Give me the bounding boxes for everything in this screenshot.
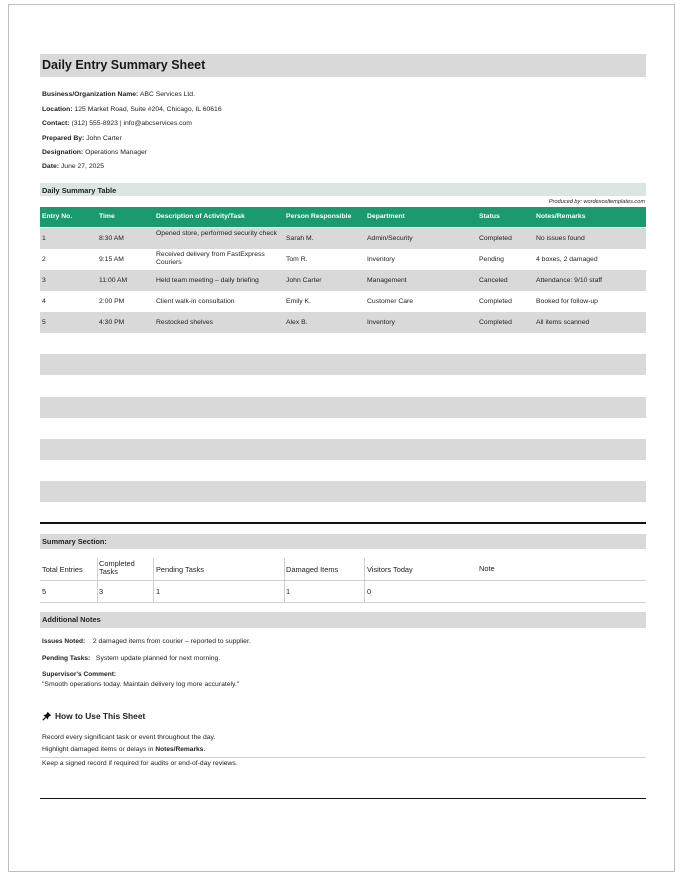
summary-header-pending: Pending Tasks	[156, 565, 204, 574]
entry-status: Completed	[479, 319, 512, 326]
entry-person: Alex B.	[286, 319, 308, 326]
summary-bottom-divider	[40, 602, 646, 603]
table-row	[40, 270, 646, 291]
pushpin-icon	[42, 711, 52, 721]
summary-header-completed: Completed Tasks	[99, 559, 135, 576]
empty-row	[40, 354, 646, 375]
summary-total-value: 5	[42, 587, 47, 596]
how-to-line: Highlight damaged items or delays in Notes/Remarks.	[42, 746, 206, 753]
entry-time: 11:00 AM	[99, 277, 128, 284]
how-to-line: Keep a signed record if required for audits or end-of-day reviews.	[42, 760, 238, 767]
entry-status: Pending	[479, 256, 504, 263]
pending-tasks-line: Pending Tasks: System update planned for next morning.	[42, 655, 221, 662]
additional-notes-title: Additional Notes	[40, 612, 646, 628]
how-to-line: Record every significant task or event throughout the day.	[42, 734, 216, 741]
entry-time: 9:15 AM	[99, 256, 124, 263]
empty-row	[40, 481, 646, 502]
summary-row-divider	[40, 580, 646, 581]
location-line: Location: 125 Market Road, Suite #204, Chicago, IL 60616	[42, 106, 222, 113]
entry-notes: Booked for follow-up	[536, 298, 598, 305]
table-row	[40, 291, 646, 312]
entry-department: Admin/Security	[367, 235, 413, 242]
table-header	[40, 207, 646, 227]
summary-pending-value: 1	[156, 587, 161, 596]
summary-col-sep	[153, 558, 154, 602]
header-department: Department	[367, 213, 405, 220]
entry-description: Received delivery from FastExpress Couriers	[156, 251, 265, 266]
daily-summary-table-title: Daily Summary Table	[40, 183, 646, 196]
entry-no: 4	[42, 298, 46, 305]
date-line: Date: June 27, 2025	[42, 163, 104, 170]
entry-department: Inventory	[367, 256, 395, 263]
table-row	[40, 228, 646, 249]
entry-department: Management	[367, 277, 407, 284]
entry-status: Completed	[479, 235, 512, 242]
summary-col-sep	[284, 558, 285, 602]
page-title: Daily Entry Summary Sheet	[40, 54, 646, 77]
summary-damaged-value: 1	[286, 587, 291, 596]
supervisor-comment: "Smooth operations today. Maintain delivery log more accurately."	[42, 681, 240, 688]
header-person: Person Responsible	[286, 213, 352, 220]
summary-header-visitors: Visitors Today	[367, 565, 413, 574]
entry-time: 2:00 PM	[99, 298, 125, 305]
empty-row	[40, 397, 646, 418]
section-divider	[40, 522, 646, 524]
entry-no: 3	[42, 277, 46, 284]
business-line: Business/Organization Name: ABC Services Ltd.	[42, 91, 195, 98]
header-status: Status	[479, 213, 500, 220]
entry-description: Restocked shelves	[156, 319, 214, 326]
table-row	[40, 312, 646, 333]
entry-notes: No issues found	[536, 235, 585, 242]
entry-person: Sarah M.	[286, 235, 314, 242]
prepared-by-line: Prepared By: John Carter	[42, 135, 122, 142]
entry-no: 5	[42, 319, 46, 326]
entry-notes: 4 boxes, 2 damaged	[536, 256, 598, 263]
designation-line: Designation: Operations Manager	[42, 149, 148, 156]
header-description: Description of Activity/Task	[156, 213, 245, 220]
entry-person: Tom R.	[286, 256, 308, 263]
entry-person: John Carter	[286, 277, 322, 284]
entry-time: 4:30 PM	[99, 319, 125, 326]
summary-header-note: Note	[479, 564, 495, 573]
entry-description: Client walk-in consultation	[156, 298, 235, 305]
entry-description: Opened store, performed security check	[156, 230, 277, 237]
summary-header-total: Total Entries	[42, 565, 83, 574]
entry-status: Completed	[479, 298, 512, 305]
entry-notes: Attendance: 9/10 staff	[536, 277, 603, 284]
entry-description: Held team meeting – daily briefing	[156, 277, 259, 284]
entry-department: Inventory	[367, 319, 395, 326]
how-to-title-text: How to Use This Sheet	[55, 711, 146, 721]
entry-notes: All items scanned	[536, 319, 590, 326]
empty-row	[40, 439, 646, 460]
bottom-rule	[40, 798, 646, 799]
header-notes: Notes/Remarks	[536, 213, 586, 220]
header-entry-no: Entry No.	[42, 213, 73, 220]
entry-time: 8:30 AM	[99, 235, 124, 242]
summary-visitors-value: 0	[367, 587, 372, 596]
entry-no: 1	[42, 235, 46, 242]
how-to-title	[42, 711, 145, 721]
header-time: Time	[99, 213, 115, 220]
supervisor-comment-label: Supervisor's Comment:	[42, 671, 117, 678]
issues-noted-line: Issues Noted: 2 damaged items from courier – reported to supplier.	[42, 638, 251, 645]
summary-section-title: Summary Section:	[40, 534, 646, 549]
credit-text: Produced by: wordexceltemplates.com	[548, 199, 645, 205]
entry-no: 2	[42, 256, 46, 263]
entry-department: Customer Care	[367, 298, 414, 305]
table-row	[40, 249, 646, 270]
how-to-divider	[40, 757, 646, 758]
summary-col-sep	[97, 558, 98, 602]
summary-completed-value: 3	[99, 587, 104, 596]
summary-header-damaged: Damaged Items	[286, 565, 339, 574]
entry-person: Emily K.	[286, 298, 311, 305]
summary-col-sep	[364, 558, 365, 602]
contact-line: Contact: (312) 555-8923 | info@abcservices.com	[42, 120, 192, 127]
entry-status: Canceled	[479, 277, 508, 284]
